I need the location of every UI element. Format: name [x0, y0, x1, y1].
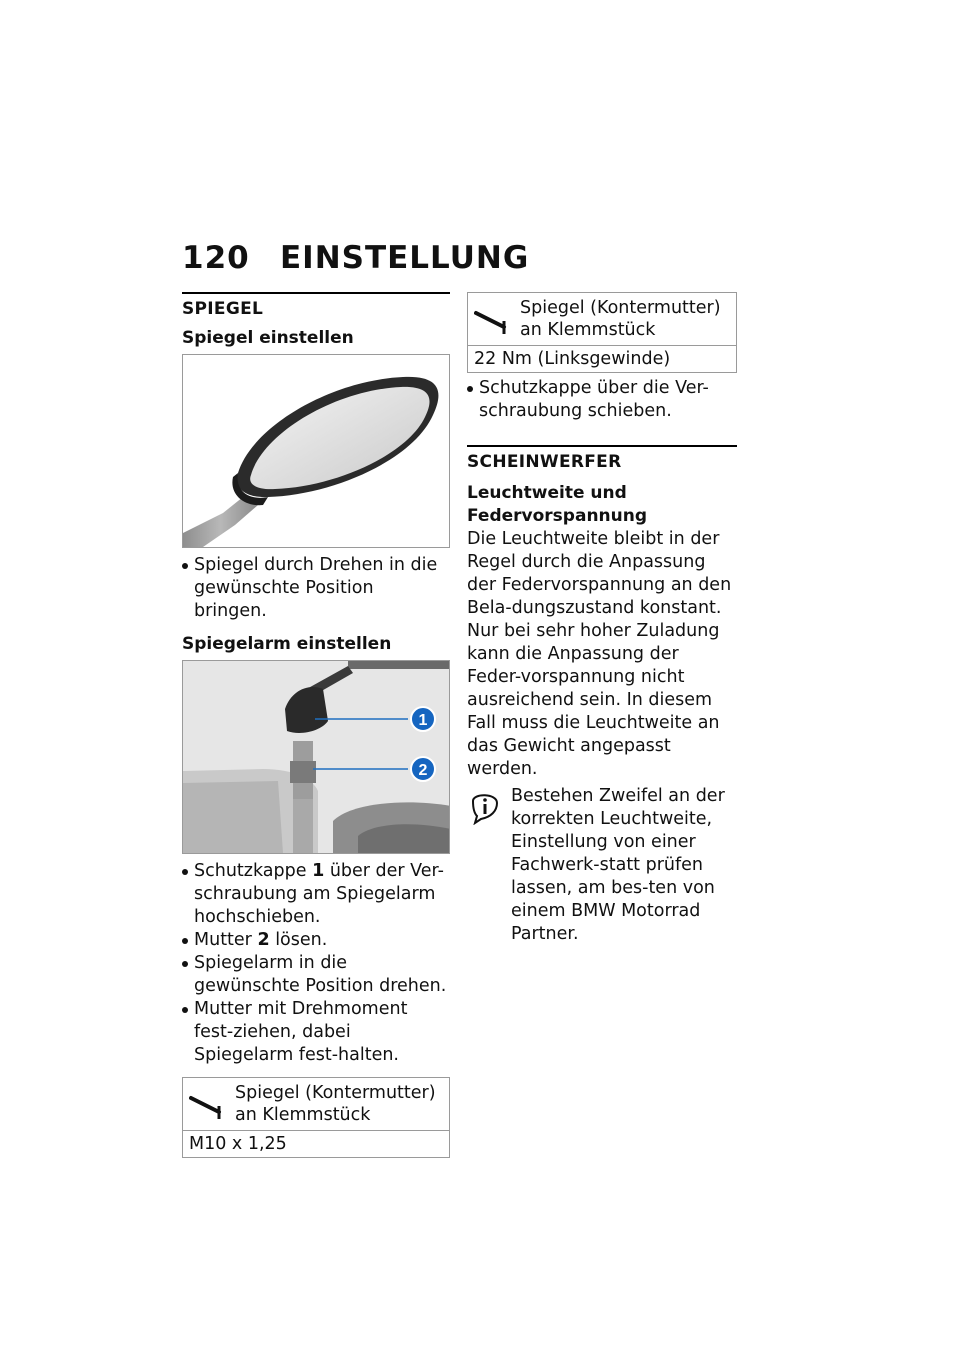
section-rule [467, 445, 737, 447]
torque-spec-value: 22 Nm (Linksgewinde) [474, 349, 671, 369]
torque-spec-label: Spiegel (Kontermutter) an Klemmstück [520, 298, 721, 340]
list-item: Mutter 2 lösen. [182, 929, 450, 952]
list-item: Schutzkappe 1 über der Ver-schraubung am Spiegelarm hochschieben. [182, 860, 450, 929]
info-icon [467, 789, 503, 825]
wrench-icon [474, 307, 512, 335]
subtitle-spiegelarm-einstellen: Spiegelarm einstellen [182, 634, 392, 654]
list-item: Spiegelarm in die gewünschte Position drehen. [182, 952, 450, 998]
torque-spec-header [468, 293, 736, 346]
info-note-text: Bestehen Zweifel an der korrekten Leuchtweite, Einstellung von einer Fachwerk-statt prüfen lassen, am bes-ten von einem BMW Motorrad Partner. [511, 786, 725, 944]
torque-spec-header [183, 1078, 449, 1131]
mirror-image [182, 354, 450, 548]
chapter-title: EINSTELLUNG [280, 240, 530, 276]
section-rule [182, 292, 450, 294]
callout-1: 1 [418, 712, 428, 729]
callout-2: 2 [418, 762, 428, 779]
torque-spec-label: Spiegel (Kontermutter) an Klemmstück [235, 1083, 436, 1125]
paragraph: Nur bei sehr hoher Zuladung kann die Anpassung der Feder-vorspannung nicht ausreichend sein. In diesem Fall muss die Leuchtweite an das Gewicht angepasst werden. [467, 621, 720, 779]
list-item: Schutzkappe über die Ver-schraubung schieben. [467, 377, 737, 423]
wrench-icon [189, 1092, 227, 1120]
subtitle-leuchtweite: Leuchtweite und Federvorspannung [467, 483, 648, 526]
info-note [467, 785, 737, 946]
mirror-arm-illustration [183, 661, 450, 853]
instruction-list [182, 860, 450, 1067]
mirror-illustration [183, 355, 450, 547]
left-column [182, 292, 450, 1158]
mirror-arm-image [182, 660, 450, 854]
page-header [182, 240, 529, 276]
list-item: Spiegel durch Drehen in die gewünschte Position bringen. [182, 554, 450, 623]
section-title-scheinwerfer: SCHEINWERFER [467, 452, 622, 472]
torque-spec-box [182, 1077, 450, 1158]
page-number: 120 [182, 240, 250, 276]
paragraph: Die Leuchtweite bleibt in der Regel durch die Anpassung der Federvorspannung an den Bela-dungszustand konstant. [467, 529, 732, 618]
list-item: Mutter mit Drehmoment fest-ziehen, dabei Spiegelarm fest-halten. [182, 998, 450, 1067]
section-title-spiegel: SPIEGEL [182, 299, 264, 319]
right-column [467, 292, 737, 946]
torque-spec-value: M10 x 1,25 [189, 1134, 287, 1154]
torque-spec-box [467, 292, 737, 373]
subtitle-spiegel-einstellen: Spiegel einstellen [182, 328, 354, 348]
